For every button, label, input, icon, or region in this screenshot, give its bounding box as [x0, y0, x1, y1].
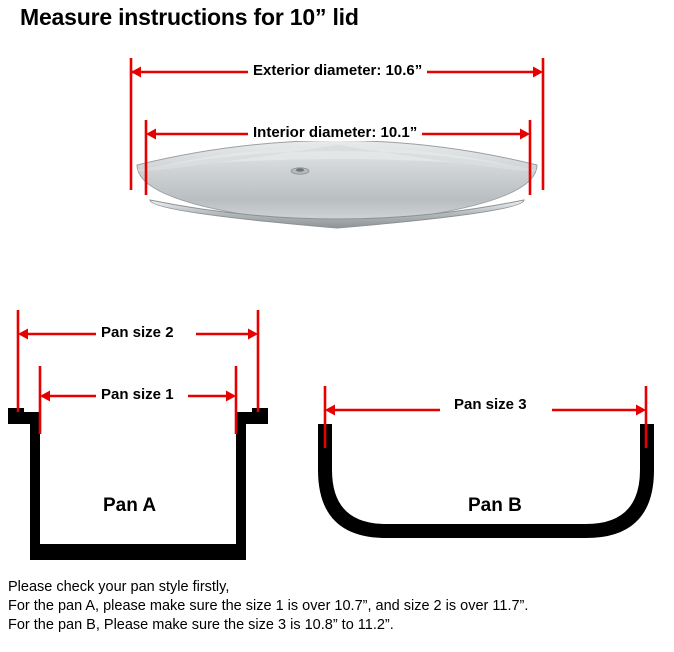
footer-line-2: For the pan A, please make sure the size 1 is over 10.7”, and size 2 is over 11.7”. — [8, 598, 529, 614]
interior-diameter-label: Interior diameter: 10.1” — [248, 124, 422, 141]
pan-b-illustration — [318, 424, 654, 538]
pan-a-illustration — [8, 408, 268, 560]
pan-b-label: Pan B — [468, 495, 522, 516]
footer-line-1: Please check your pan style firstly, — [8, 579, 230, 595]
pan-size-1-label: Pan size 1 — [96, 386, 179, 403]
footer-line-3: For the pan B, Please make sure the size 3 is 10.8” to 11.2”. — [8, 617, 394, 633]
pan-size-3-label: Pan size 3 — [449, 396, 532, 413]
page-title: Measure instructions for 10” lid — [20, 4, 359, 30]
footer-instructions — [8, 578, 528, 635]
lid-illustration — [137, 141, 537, 229]
pan-size-2-label: Pan size 2 — [96, 324, 179, 341]
pan-a-label: Pan A — [103, 495, 157, 516]
exterior-diameter-label: Exterior diameter: 10.6” — [248, 62, 427, 79]
